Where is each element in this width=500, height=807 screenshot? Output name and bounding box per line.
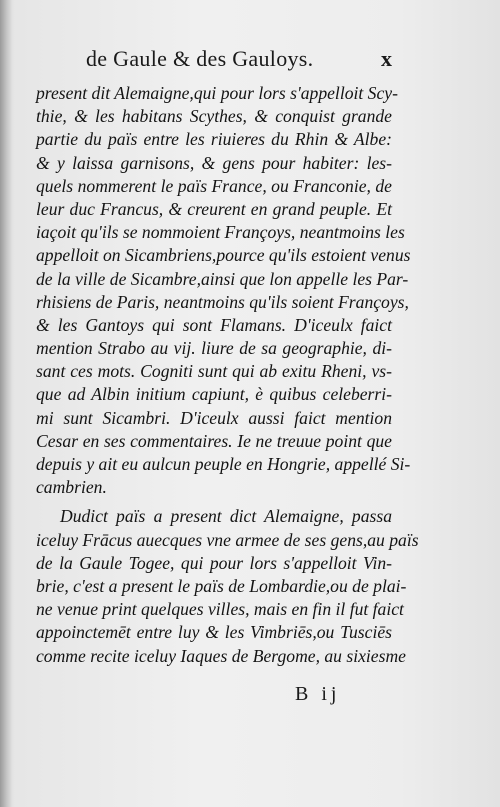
text-line: Dudict païs a present dict Alemaigne, passa — [60, 506, 392, 527]
text-line: & les Gantoys qui sont Flamans. D'iceulx faict — [36, 314, 392, 335]
paragraph-1 — [36, 82, 411, 499]
paragraph-2 — [36, 505, 419, 667]
text-line: mention Strabo au vij. liure de sa geographie, di- — [36, 338, 392, 359]
text-line: appoinctemēt entre luy & les Vimbriēs,ou Tusciēs — [36, 622, 392, 643]
text-line: depuis y ait eu aulcun peuple en Hongrie, appellé Si- — [36, 454, 411, 474]
text-line: ne venue print quelques villes, mais en fin il fut faict — [36, 599, 404, 620]
page-gutter-shadow — [0, 0, 12, 807]
text-line: mi sunt Sicambri. D'iceulx aussi faict mention — [36, 407, 392, 428]
text-line: cambrien. — [36, 477, 107, 498]
signature-mark: B ij — [295, 683, 341, 705]
text-line: leur duc Francus, & creurent en grand peuple. Et — [36, 198, 392, 219]
text-line: & y laissa garnisons, & gens pour habiter: les- — [36, 152, 392, 173]
text-line: de la ville de Sicambre,ainsi que lon appelle les Par- — [36, 268, 409, 289]
text-line: quels nommerent le païs France, ou Franconie, de — [36, 175, 392, 196]
text-line: de la Gaule Togee, qui pour lors s'appelloit Vin- — [36, 552, 392, 573]
text-line: iceluy Frācus auecques vne armee de ses gens,au païs — [36, 529, 419, 550]
text-line: partie du païs entre les riuieres du Rhin & Albe: — [36, 129, 392, 150]
text-line: present dit Alemaigne,qui pour lors s'appelloit Scy- — [36, 83, 398, 103]
text-line: appelloit on Sicambriens,pource qu'ils estoient venus — [36, 245, 411, 266]
text-line: rhisiens de Paris, neantmoins qu'ils soient Françoys, — [36, 291, 409, 312]
text-line: que ad Albin initium capiunt, è quibus celeberri- — [36, 384, 392, 405]
text-line: Cesar en ses commentaires. Ie ne treuue point que — [36, 430, 392, 451]
text-line: brie, c'est a present le païs de Lombardie,ou de plai- — [36, 575, 407, 596]
text-line: thie, & les habitans Scythes, & conquist grande — [36, 106, 392, 127]
text-line: comme recite iceluy Iaques de Bergome, au sixiesme — [36, 645, 406, 666]
folio-number: x — [381, 46, 392, 71]
body-text — [36, 82, 419, 668]
text-line: iaçoit qu'ils se nommoient Françoys, neantmoins les — [36, 222, 405, 243]
running-title: de Gaule & des Gauloys. — [86, 46, 314, 71]
text-line: sant ces mots. Cogniti sunt qui ab exitu Rheni, vs- — [36, 361, 392, 382]
